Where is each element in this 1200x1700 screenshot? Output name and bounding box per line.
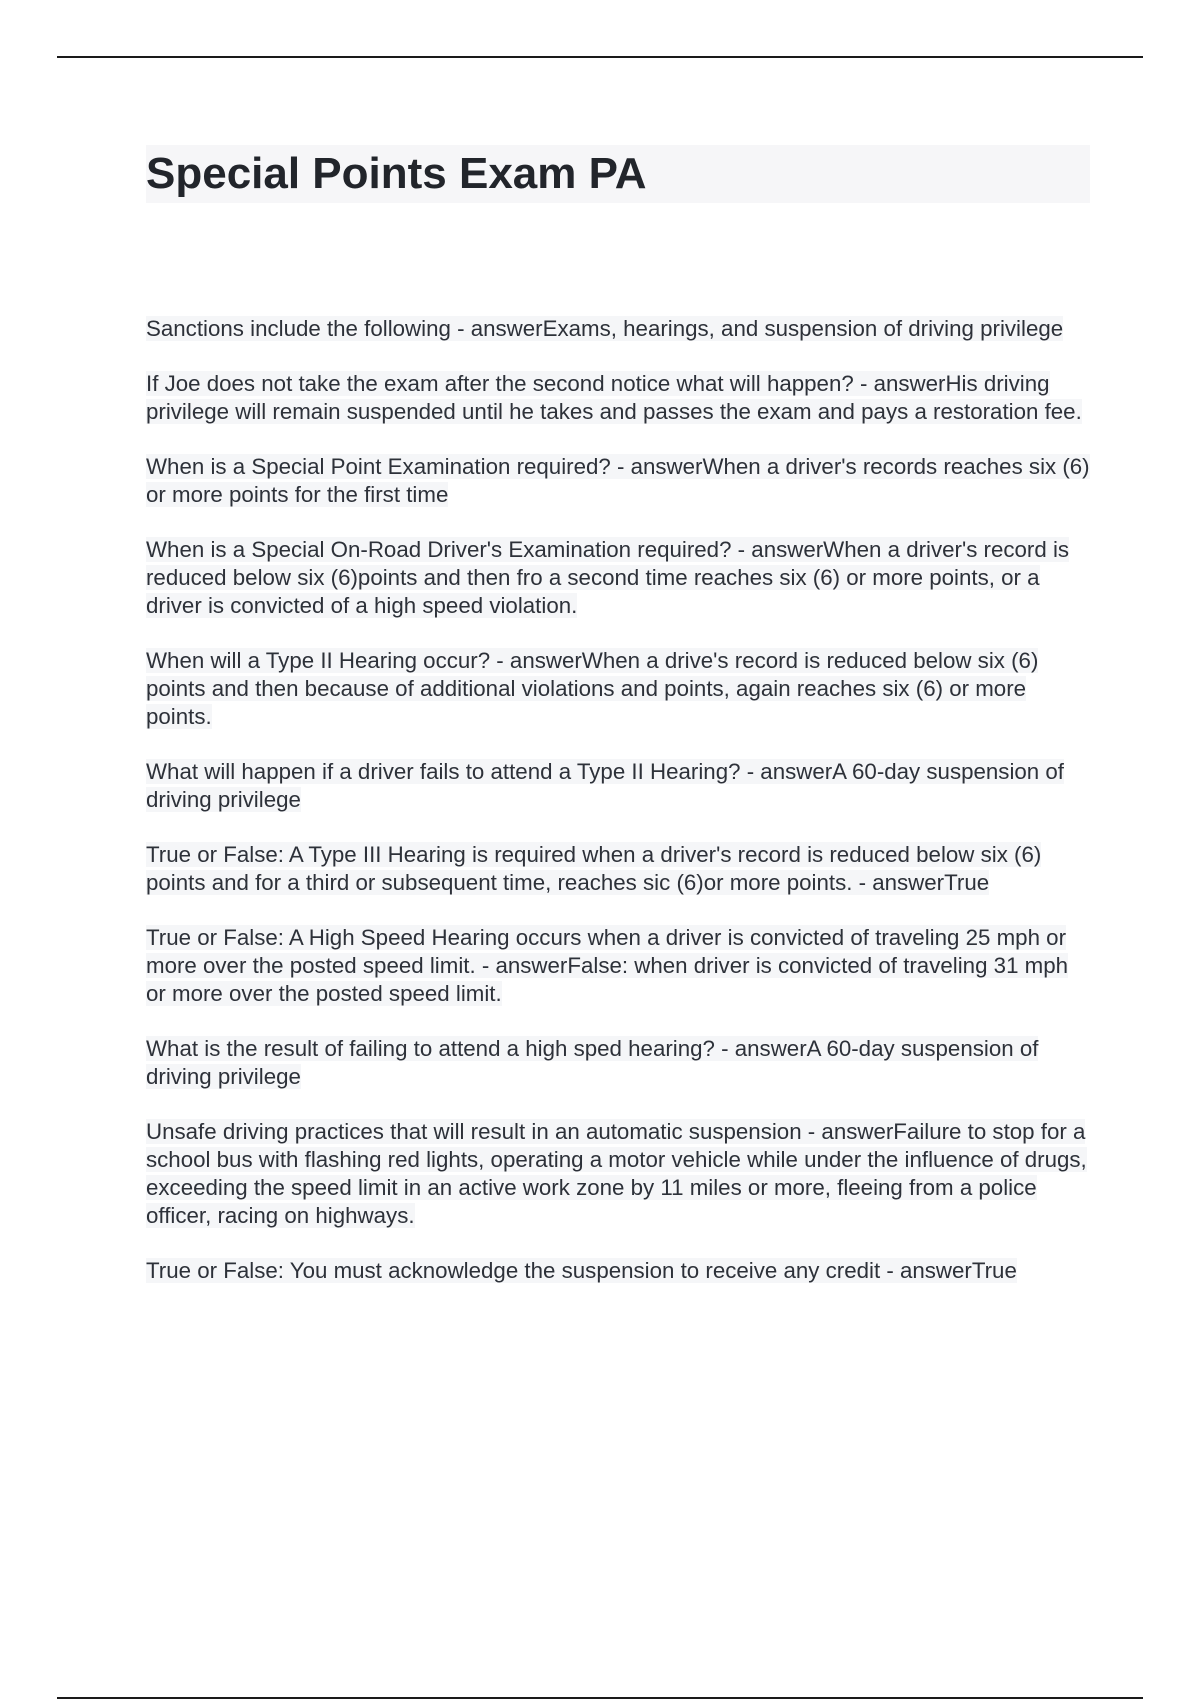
qa-text: What will happen if a driver fails to attend a Type II Hearing? - answerA 60-day suspension of driving privilege	[146, 759, 1064, 812]
qa-text: Sanctions include the following - answerExams, hearings, and suspension of driving privilege	[146, 316, 1064, 341]
qa-text: When is a Special On-Road Driver's Examination required? - answerWhen a driver's record is reduced below six (6)points and then fro a second time reaches six (6) or more points, or a driver is convicted of a high speed violation.	[146, 537, 1070, 618]
qa-item-10	[146, 1118, 1090, 1230]
qa-text: True or False: You must acknowledge the suspension to receive any credit - answerTrue	[146, 1258, 1017, 1283]
qa-item-2	[146, 370, 1090, 426]
document-body	[146, 145, 1090, 1312]
qa-text: Unsafe driving practices that will result in an automatic suspension - answerFailure to stop for a school bus with flashing red lights, operating a motor vehicle while under the influence of drugs, exceeding the speed limit in an active work zone by 11 miles or more, fleeing from a police officer, racing on highways.	[146, 1119, 1087, 1228]
qa-item-11	[146, 1257, 1090, 1285]
qa-item-1	[146, 315, 1090, 343]
qa-text: True or False: A Type III Hearing is required when a driver's record is reduced below six (6) points and for a third or subsequent time, reaches sic (6)or more points. - answerTrue	[146, 842, 1042, 895]
qa-item-6	[146, 758, 1090, 814]
top-rule	[57, 56, 1143, 58]
document-title: Special Points Exam PA	[146, 145, 1090, 203]
qa-item-3	[146, 453, 1090, 509]
qa-text: What is the result of failing to attend a high sped hearing? - answerA 60-day suspension of driving privilege	[146, 1036, 1039, 1089]
qa-item-9	[146, 1035, 1090, 1091]
qa-item-5	[146, 647, 1090, 731]
qa-text: When is a Special Point Examination required? - answerWhen a driver's records reaches six (6) or more points for the first time	[146, 454, 1090, 507]
qa-text: True or False: A High Speed Hearing occurs when a driver is convicted of traveling 25 mph or more over the posted speed limit. - answerFalse: when driver is convicted of traveling 31 mph or more over the posted speed limit.	[146, 925, 1069, 1006]
qa-item-4	[146, 536, 1090, 620]
qa-text: When will a Type II Hearing occur? - answerWhen a drive's record is reduced below six (6) points and then because of additional violations and points, again reaches six (6) or more points.	[146, 648, 1039, 729]
qa-item-8	[146, 924, 1090, 1008]
qa-item-7	[146, 841, 1090, 897]
bottom-rule	[57, 1697, 1143, 1699]
qa-list	[146, 315, 1090, 1285]
qa-text: If Joe does not take the exam after the second notice what will happen? - answerHis driving privilege will remain suspended until he takes and passes the exam and pays a restoration fee.	[146, 371, 1082, 424]
